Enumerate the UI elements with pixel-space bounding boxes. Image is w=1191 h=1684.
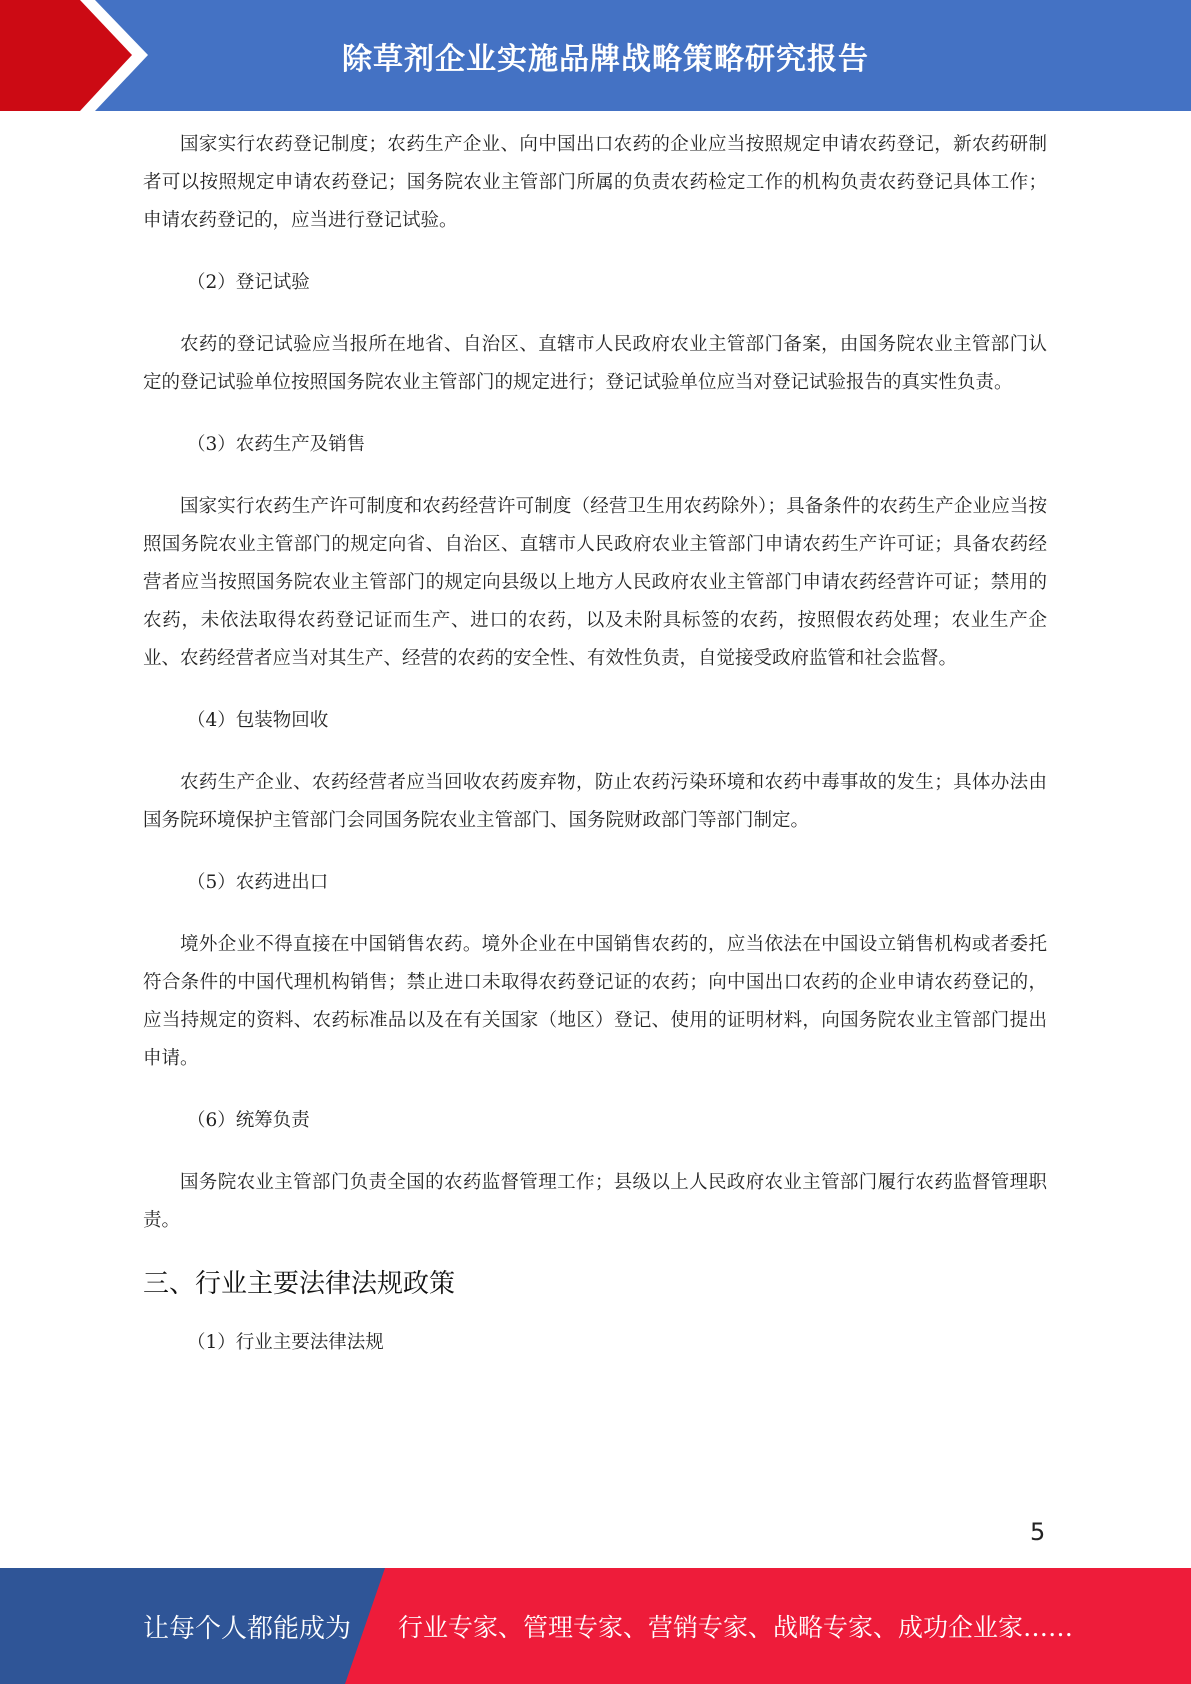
section-title-laws-policies: 三、行业主要法律法规政策 bbox=[143, 1269, 456, 1299]
paragraph-production-sales: 国家实行农药生产许可制度和农药经营许可制度（经营卫生用农药除外）；具备条件的农药生产企业应当按照国务院农业主管部门的规定向省、自治区、直辖市人民政府农业主管部门申请农药生产许可证；具备农药经营者应当按照国务院农业主管部门的规定向县级以上地方人民政府农业主管部门申请农药经营许可证；禁用的农药，未依法取得农药登记证而生产、进口的农药，以及未附具标签的农药，按照假农药处理；农业生产企业、农药经营者应当对其生产、经营的农药的安全性、有效性负责，自觉接受政府监管和社会监督。 bbox=[143, 496, 1047, 669]
paragraph-packaging-recycling: 农药生产企业、农药经营者应当回收农药废弃物，防止农药污染环境和农药中毒事故的发生；具体办法由国务院环境保护主管部门会同国务院农业主管部门、国务院财政部门等部门制定。 bbox=[143, 772, 1047, 831]
subheading-registration-test: （2）登记试验 bbox=[187, 272, 310, 293]
page-number: 5 bbox=[1030, 1518, 1046, 1546]
subheading-production-sales: （3）农药生产及销售 bbox=[187, 434, 366, 455]
paragraph-registration-system: 国家实行农药登记制度；农药生产企业、向中国出口农药的企业应当按照规定申请农药登记，新农药研制者可以按照规定申请农药登记；国务院农业主管部门所属的负责农药检定工作的机构负责农药登记具体工作；申请农药登记的，应当进行登记试验。 bbox=[143, 134, 1047, 231]
page-header bbox=[0, 0, 1191, 111]
subheading-import-export: （5）农药进出口 bbox=[187, 872, 329, 893]
subheading-main-laws: （1）行业主要法律法规 bbox=[187, 1332, 384, 1353]
subheading-overall-responsibility: （6）统筹负责 bbox=[187, 1110, 310, 1131]
footer-slogan-left: 让每个人都能成为 bbox=[143, 1613, 352, 1644]
subheading-packaging-recycling: （4）包装物回收 bbox=[187, 710, 329, 731]
paragraph-registration-test: 农药的登记试验应当报所在地省、自治区、直辖市人民政府农业主管部门备案，由国务院农业主管部门认定的登记试验单位按照国务院农业主管部门的规定进行；登记试验单位应当对登记试验报告的真实性负责。 bbox=[143, 334, 1047, 393]
page-footer bbox=[0, 1568, 1191, 1684]
document-body bbox=[143, 126, 1047, 1386]
paragraph-import-export: 境外企业不得直接在中国销售农药。境外企业在中国销售农药的，应当依法在中国设立销售机构或者委托符合条件的中国代理机构销售；禁止进口未取得农药登记证的农药；向中国出口农药的企业申请农药登记的，应当持规定的资料、农药标准品以及在有关国家（地区）登记、使用的证明材料，向国务院农业主管部门提出申请。 bbox=[143, 934, 1047, 1069]
report-title: 除草剂企业实施品牌战略策略研究报告 bbox=[342, 41, 869, 77]
paragraph-overall-responsibility: 国务院农业主管部门负责全国的农药监督管理工作；县级以上人民政府农业主管部门履行农药监督管理职责。 bbox=[143, 1172, 1047, 1231]
footer-slogan-right: 行业专家、管理专家、营销专家、战略专家、成功企业家…… bbox=[398, 1613, 1074, 1642]
